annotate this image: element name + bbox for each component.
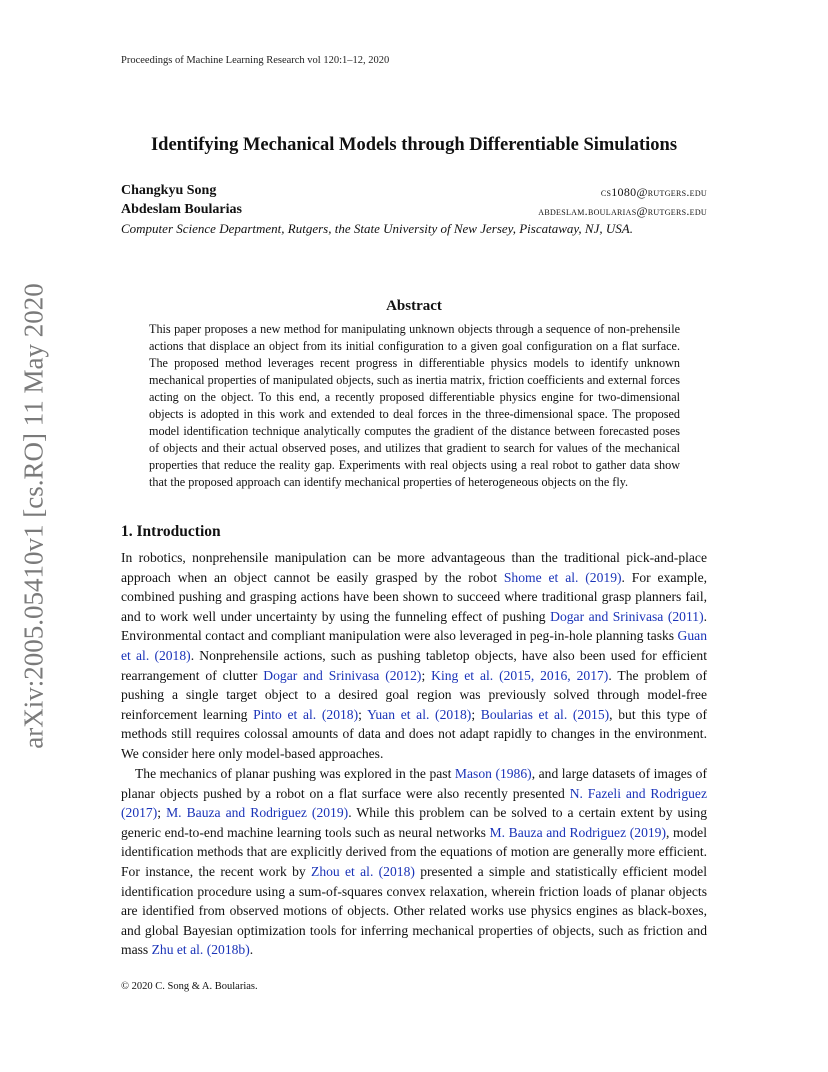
arxiv-stamp-text: arXiv:2005.05410v1 [cs.RO] 11 May 2020 bbox=[18, 283, 49, 749]
text-run: , but this type of methods still requires colossal amounts of data and does not adapt rapidly to changes in the environment. We consider here only model-based approaches. bbox=[121, 706, 707, 761]
text-run: The mechanics of planar pushing was explored in the past bbox=[135, 766, 455, 781]
text-run: ; bbox=[358, 706, 368, 722]
copyright-footer: © 2020 C. Song & A. Boularias. bbox=[121, 981, 258, 992]
citation-link[interactable]: Shome et al. (2019) bbox=[503, 569, 622, 585]
text-run: , model identification methods that are explicitly derived from the equations of motion are generally more efficient. For instance, the recent work by bbox=[121, 824, 707, 879]
citation-link[interactable]: Zhou et al. (2018) bbox=[311, 863, 415, 879]
author-email[interactable]: abdeslam.boularias@rutgers.edu bbox=[538, 204, 707, 218]
citation-link[interactable]: Dogar and Srinivasa (2012) bbox=[263, 667, 422, 683]
text-run: ; bbox=[421, 667, 432, 683]
paper-title: Identifying Mechanical Models through Differentiable Simulations bbox=[150, 135, 678, 155]
arxiv-stamp bbox=[14, 272, 54, 760]
section-heading: 1. Introduction bbox=[121, 523, 221, 540]
citation-link[interactable]: Yuan et al. (2018) bbox=[367, 706, 472, 722]
text-run: presented a simple and statistically efficient model identification procedure using a sum-of-squares convex relaxation, wherein friction loads of planar objects are identified from observed motions of objects. Other related works use physics engines as black-boxes, and global Bayesian optimization tools for inferring mechanical properties of objects, such as friction and mass bbox=[121, 863, 707, 958]
citation-link[interactable]: N. Fazeli and Rodriguez (2017) bbox=[121, 785, 707, 821]
abstract-heading: Abstract bbox=[386, 298, 442, 314]
citation-link[interactable]: Mason (1986) bbox=[454, 766, 532, 781]
author-name: Abdeslam Boularias bbox=[121, 202, 242, 217]
intro-paragraph-2 bbox=[121, 764, 707, 960]
text-run: . While this problem can be solved to a certain extent by using generic end-to-end machine learning tools such as neural networks bbox=[121, 805, 707, 840]
affiliation: Computer Science Department, Rutgers, the State University of New Jersey, Piscataway, NJ, USA. bbox=[121, 221, 633, 236]
citation-link[interactable]: M. Bauza and Rodriguez (2019) bbox=[489, 824, 666, 840]
text-run: , and large datasets of images of planar objects pushed by a robot on a flat surface were also recently presented bbox=[121, 766, 707, 801]
text-run: . The problem of pushing a single target object to a desired goal region was previously solved through model-free reinforcement learning bbox=[121, 667, 707, 722]
text-run: ; bbox=[471, 706, 481, 722]
citation-link[interactable]: Dogar and Srinivasa (2011) bbox=[550, 608, 704, 624]
citation-link[interactable]: King et al. (2015, 2016, 2017) bbox=[431, 667, 609, 683]
citation-link[interactable]: Guan et al. (2018) bbox=[121, 628, 707, 663]
text-run: ; bbox=[157, 805, 167, 821]
abstract-body: This paper proposes a new method for manipulating unknown objects through a sequence of non-prehensile actions that displace an object from its initial configuration to a given goal configuration on a flat surface. The proposed method leverages recent progress in differentiable physics models to identify unknown mechanical properties of manipulated objects, such as inertia matrix, friction coefficients and external forces acting on the object. To this end, a recently proposed differentiable physics engine for two-dimensional objects is adopted in this work and extended to deal forces in the three-dimensional space. The proposed model identification technique analytically computes the gradient of the distance between forecasted poses of objects and their actual observed poses, and utilizes that gradient to search for values of the mechanical properties that reduce the reality gap. Experiments with real objects using a real robot to gather data show that the proposed approach can identify mechanical properties of heterogeneous objects on the fly. bbox=[149, 322, 680, 489]
text-run: . bbox=[249, 942, 254, 958]
text-run: . Environmental contact and compliant manipulation were also leveraged in peg-in-hole planning tasks bbox=[121, 608, 707, 644]
text-run: In robotics, nonprehensile manipulation can be more advantageous than the traditional pick-and-place approach when an object cannot be easily grasped by the robot bbox=[121, 550, 707, 585]
author-email[interactable]: cs1080@rutgers.edu bbox=[600, 185, 707, 199]
citation-link[interactable]: Pinto et al. (2018) bbox=[253, 706, 359, 722]
citation-link[interactable]: Boularias et al. (2015) bbox=[480, 706, 610, 722]
journal-header: Proceedings of Machine Learning Research vol 120:1–12, 2020 bbox=[121, 55, 390, 66]
author-name: Changkyu Song bbox=[121, 183, 217, 198]
text-run: . For example, combined pushing and grasping actions have been shown to succeed where traditional grasp planners fail, and to work well under uncertainty by using the funneling effect of pushing bbox=[121, 569, 708, 624]
text-run: . Nonprehensile actions, such as pushing tabletop objects, have also been used for efficient rearrangement of clutter bbox=[121, 647, 707, 683]
citation-link[interactable]: Zhu et al. (2018b) bbox=[151, 942, 250, 958]
intro-paragraph-1 bbox=[121, 548, 707, 764]
citation-link[interactable]: M. Bauza and Rodriguez (2019) bbox=[166, 805, 349, 821]
